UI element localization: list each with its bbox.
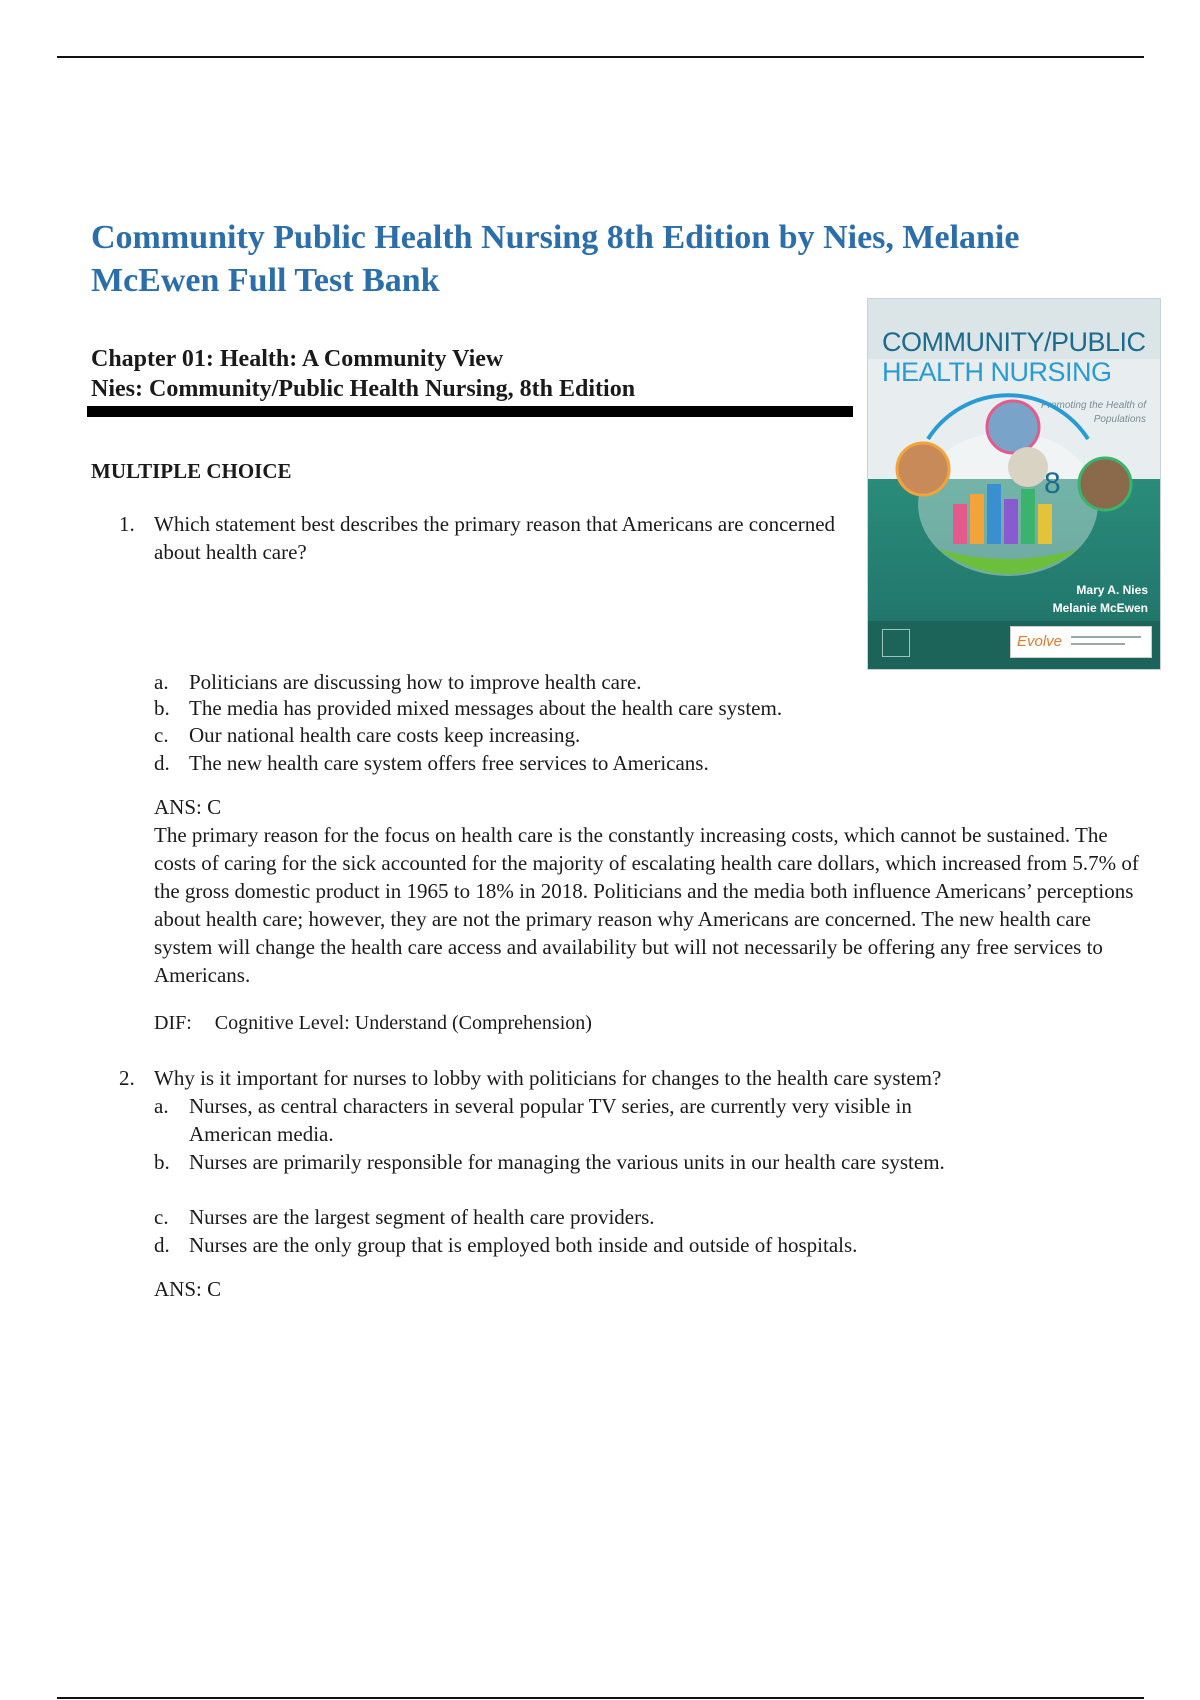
- option-letter: d.: [154, 751, 170, 775]
- option-letter: b.: [154, 1150, 170, 1174]
- option-text: Politicians are discussing how to improve health care.: [189, 670, 642, 694]
- question-number: 1.: [119, 512, 135, 536]
- question-stem: Which statement best describes the primary reason that Americans are concerned about health care?: [154, 512, 836, 564]
- heading-divider: [87, 406, 853, 417]
- difficulty-value: Cognitive Level: Understand (Comprehension): [214, 1012, 592, 1034]
- option-text: Nurses are primarily responsible for managing the various units in our health care system.: [189, 1150, 945, 1174]
- option-letter: a.: [154, 1094, 169, 1118]
- cover-author-1: Mary A. Nies: [1076, 583, 1148, 597]
- cover-edition: 8: [1044, 467, 1061, 500]
- answer-key: ANS: C: [154, 795, 222, 819]
- option-letter: c.: [154, 1205, 169, 1229]
- answer-rationale: The primary reason for the focus on health care is the constantly increasing costs, which cannot be sustained. The costs of caring for the sick accounted for the majority of escalating health care dollars, which increased from 5.7% of the gross domestic product in 1965 to 18% in 2018. Politicians and the media both influence Americans’ perceptions about health care; however, they are not the primary reason why Americans are concerned. The new health care system will change the health care access and availability but will not necessarily be offering any free services to Americans.: [154, 823, 1139, 987]
- option-letter: c.: [154, 723, 169, 747]
- cover-title-line2: HEALTH NURSING: [882, 357, 1112, 387]
- chapter-heading: [91, 344, 635, 404]
- chapter-title: Chapter 01: Health: A Community View: [91, 346, 504, 372]
- evolve-label: Evolve: [1017, 633, 1063, 650]
- option-text: Nurses are the largest segment of health care providers.: [189, 1205, 655, 1229]
- book-reference: Nies: Community/Public Health Nursing, 8th Edition: [91, 376, 636, 402]
- answer-key: ANS: C: [154, 1277, 222, 1301]
- option-text: The new health care system offers free services to Americans.: [189, 751, 709, 775]
- cover-subtitle: Promoting the Health of Populations: [1040, 400, 1146, 425]
- option-text: Nurses are the only group that is employed both inside and outside of hospitals.: [189, 1233, 858, 1257]
- option-letter: a.: [154, 670, 169, 694]
- difficulty-line: [154, 1012, 610, 1035]
- option-letter: b.: [154, 696, 170, 720]
- book-cover-image: [867, 298, 1161, 670]
- cover-title-line1: COMMUNITY/PUBLIC: [882, 327, 1146, 357]
- question-stem: Why is it important for nurses to lobby with politicians for changes to the health care system?: [154, 1066, 942, 1090]
- publisher-logo-icon: [882, 629, 910, 657]
- question-number: 2.: [119, 1066, 135, 1090]
- document-title: Community Public Health Nursing 8th Edition by Nies, Melanie McEwen Full Test Bank: [91, 219, 1020, 299]
- option-letter: d.: [154, 1233, 170, 1257]
- section-heading: MULTIPLE CHOICE: [91, 459, 292, 483]
- difficulty-label: DIF:: [154, 1012, 192, 1034]
- top-rule: [57, 56, 1144, 58]
- bottom-rule: [57, 1697, 1144, 1699]
- option-text: The media has provided mixed messages about the health care system.: [189, 696, 783, 720]
- cover-author-2: Melanie McEwen: [1052, 601, 1148, 615]
- evolve-badge: [1010, 626, 1152, 658]
- option-text: Our national health care costs keep increasing.: [189, 723, 581, 747]
- option-text: Nurses, as central characters in several popular TV series, are currently very visible in American media.: [189, 1094, 912, 1146]
